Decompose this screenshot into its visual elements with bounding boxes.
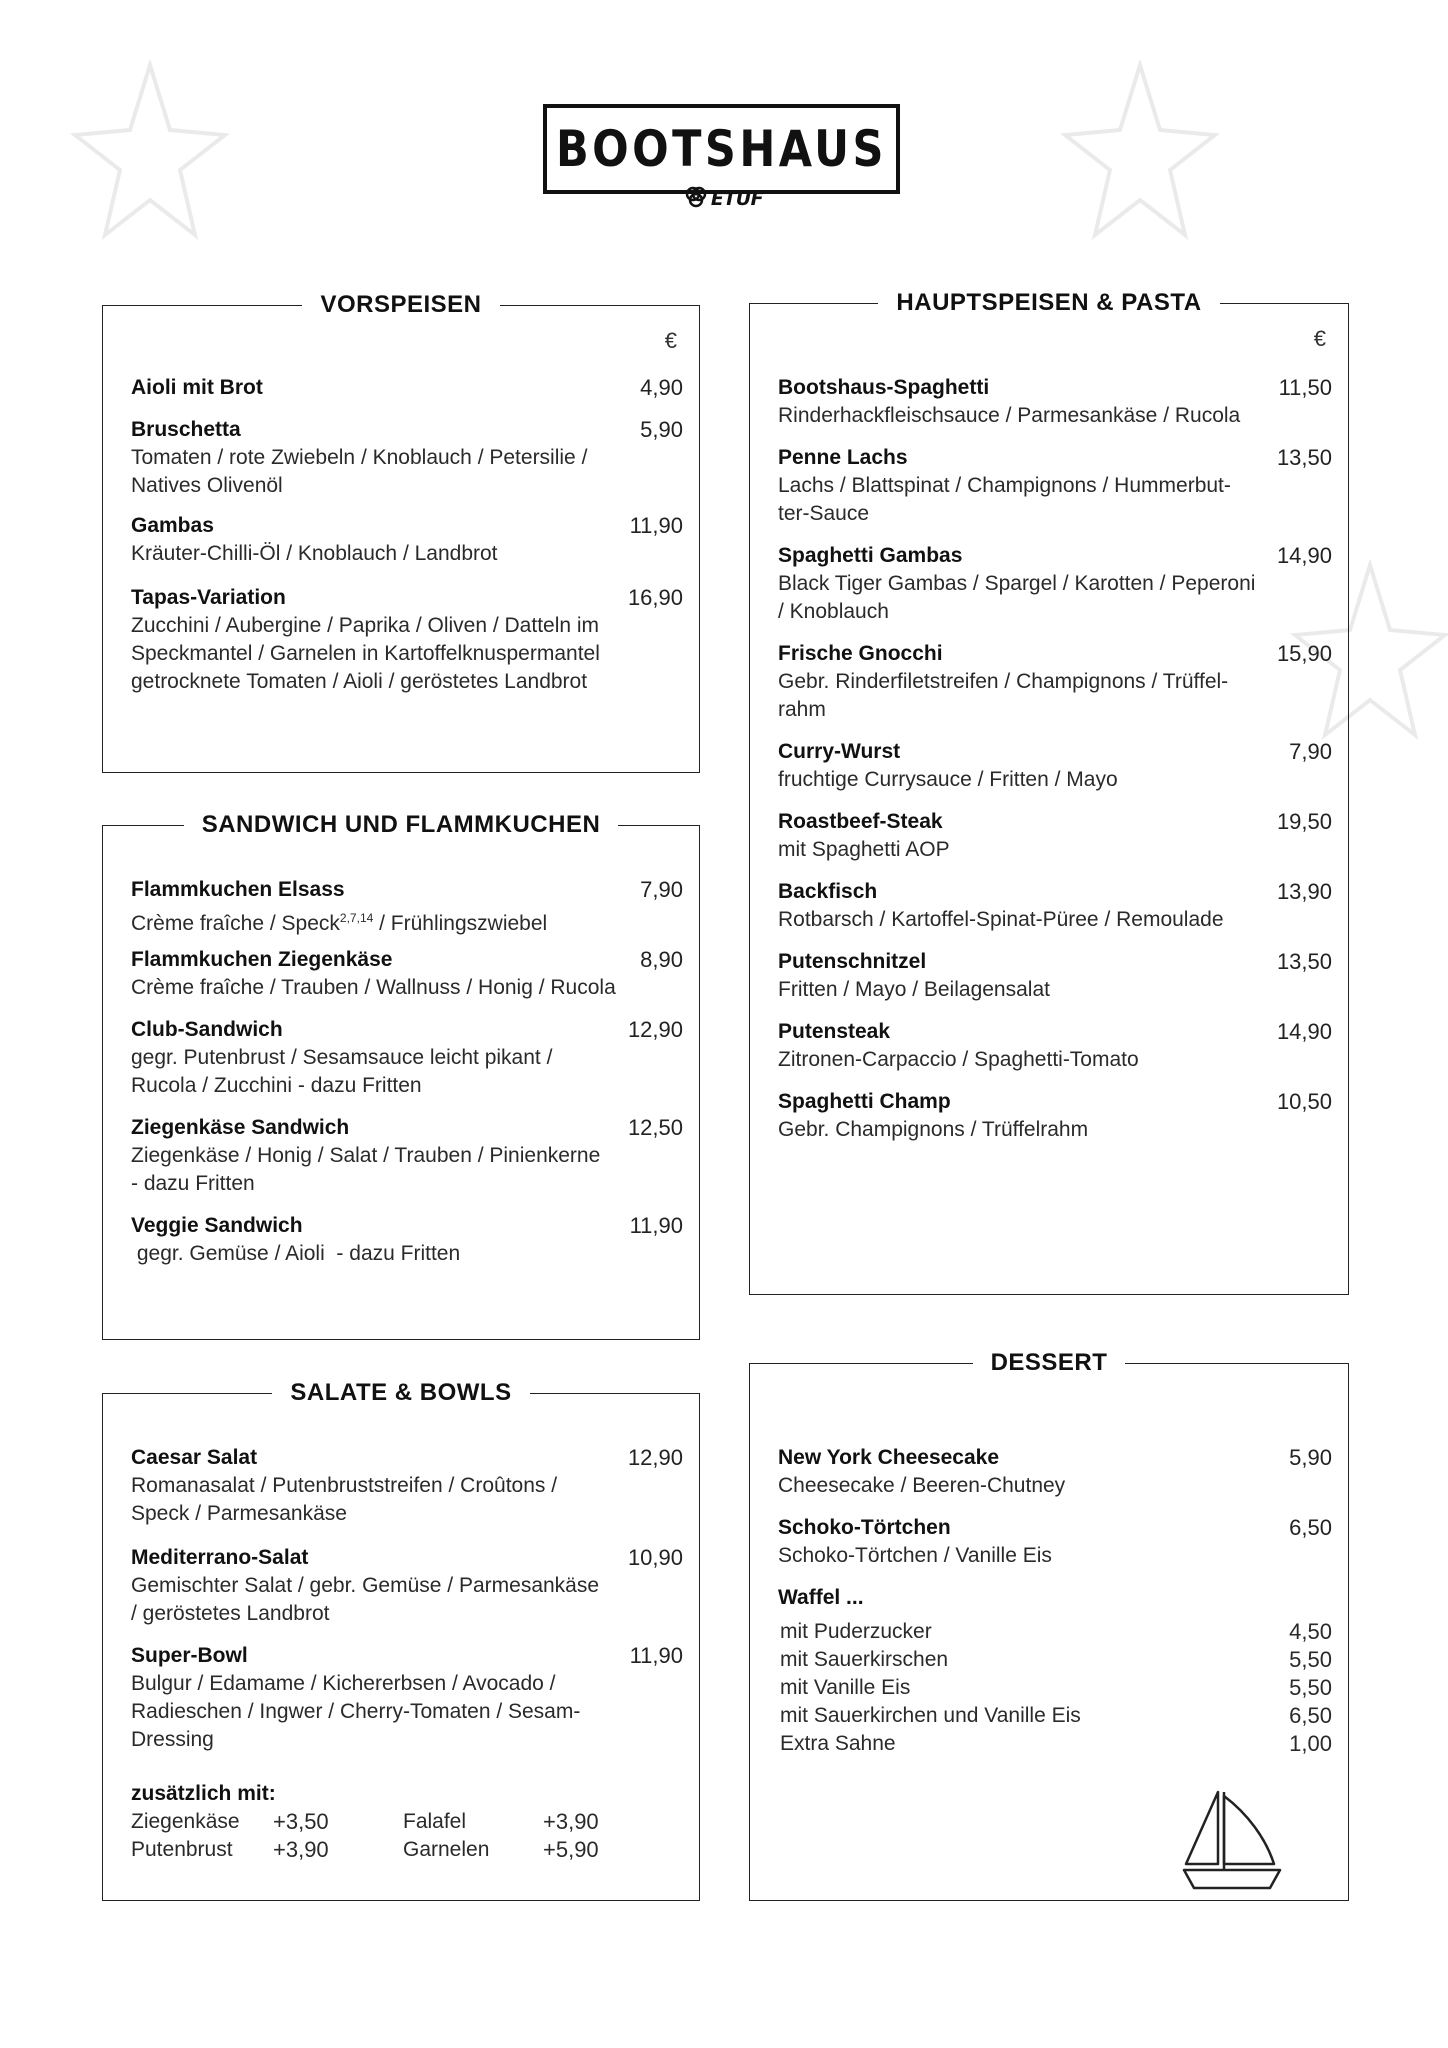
menu-item: Bruschetta Tomaten / rote Zwiebeln / Knoblauch / Petersilie / Natives Olivenöl 5,90 (131, 417, 683, 497)
menu-item: Penne Lachs Lachs / Blattspinat / Champignons / Hummerbut-ter-Sauce 13,50 (778, 445, 1332, 525)
item-price: 8,90 (640, 947, 683, 972)
knot-icon (685, 186, 707, 208)
menu-item: Ziegenkäse Sandwich Ziegenkäse / Honig / Salat / Trauben / Pinienkerne - dazu Fritten 12,50 (131, 1115, 683, 1195)
item-price: 10,90 (627, 1545, 683, 1570)
item-price: 12,90 (627, 1445, 683, 1470)
menu-item: Putenschnitzel Fritten / Mayo / Beilagensalat 13,50 (778, 949, 1332, 1001)
logo-title: BOOTSHAUS (556, 120, 887, 178)
menu-item: Backfisch Rotbarsch / Kartoffel-Spinat-Püree / Remoulade 13,90 (778, 879, 1332, 931)
menu-item: Putensteak Zitronen-Carpaccio / Spaghetti-Tomato 14,90 (778, 1019, 1332, 1071)
item-price: 11,90 (629, 1213, 683, 1238)
watermark-star-icon (70, 60, 230, 240)
menu-item: Spaghetti Champ Gebr. Champignons / Trüffelrahm 10,50 (778, 1089, 1332, 1141)
item-price: 13,50 (1276, 445, 1332, 470)
section-title: VORSPEISEN (103, 291, 699, 319)
waffel-label: Waffel ... (778, 1586, 864, 1609)
menu-item: Veggie Sandwich gegr. Gemüse / Aioli - dazu Fritten 11,90 (131, 1213, 683, 1265)
menu-item: Spaghetti Gambas Black Tiger Gambas / Spargel / Karotten / Peperoni / Knoblauch 14,90 (778, 543, 1332, 623)
menu-item: Caesar Salat Romanasalat / Putenbruststreifen / Croûtons / Speck / Parmesankäse 12,90 (131, 1445, 683, 1525)
item-price: 11,90 (629, 513, 683, 538)
logo (543, 104, 900, 194)
logo-sub-text: ETUF (710, 188, 764, 210)
menu-item: Flammkuchen Ziegenkäse Crème fraîche / Trauben / Wallnuss / Honig / Rucola 8,90 (131, 947, 683, 999)
item-price: 19,50 (1276, 809, 1332, 834)
currency-symbol: € (664, 328, 677, 353)
waffel-option: mit Sauerkirchen und Vanille Eis 6,50 (780, 1703, 1332, 1728)
item-price: 11,50 (1278, 375, 1332, 400)
menu-item: Schoko-Törtchen Schoko-Törtchen / Vanille Eis 6,50 (778, 1515, 1332, 1567)
menu-item: Frische Gnocchi Gebr. Rinderfiletstreifen / Champignons / Trüffel-rahm 15,90 (778, 641, 1332, 721)
menu-item: Gambas Kräuter-Chilli-Öl / Knoblauch / Landbrot 11,90 (131, 513, 683, 565)
logo-subtitle (0, 186, 1448, 210)
section-dessert (749, 1349, 1349, 1901)
menu-item: Super-Bowl Bulgur / Edamame / Kichererbsen / Avocado / Radieschen / Ingwer / Cherry-Tomaten / Sesam-Dressing 11,90 (131, 1643, 683, 1751)
item-price: 12,90 (627, 1017, 683, 1042)
waffel-option: Extra Sahne 1,00 (780, 1731, 1332, 1756)
section-vorspeisen (102, 291, 700, 773)
menu-item: Club-Sandwich gegr. Putenbrust / Sesamsauce leicht pikant / Rucola / Zucchini - dazu Fritten 12,90 (131, 1017, 683, 1097)
item-price: 15,90 (1276, 641, 1332, 666)
section-title: HAUPTSPEISEN & PASTA (750, 289, 1348, 317)
watermark-star-icon (1060, 60, 1220, 240)
waffel-option: mit Puderzucker 4,50 (780, 1619, 1332, 1644)
menu-item: Flammkuchen Elsass Crème fraîche / Speck$^{2,7,14}$ / Frühlingszwiebel 7,90 (131, 877, 683, 935)
menu-item: New York Cheesecake Cheesecake / Beeren-Chutney 5,90 (778, 1445, 1332, 1497)
extras-label: zusätzlich mit: (131, 1782, 276, 1805)
item-price: 14,90 (1276, 543, 1332, 568)
item-price: 10,50 (1276, 1089, 1332, 1114)
section-title: DESSERT (750, 1349, 1348, 1377)
currency-symbol: € (1313, 326, 1326, 351)
item-price: 13,90 (1276, 879, 1332, 904)
extras-list: zusätzlich mit: Ziegenkäse +3,50 Falafel +3,90 Putenbrust +3,90 Garnelen +5,90 (131, 1782, 599, 1862)
item-price: 7,90 (1289, 739, 1332, 764)
section-title: SANDWICH UND FLAMMKUCHEN (103, 811, 699, 839)
menu-item: Tapas-Variation Zucchini / Aubergine / Paprika / Oliven / Datteln im Speckmantel / Garnelen in Kartoffelknuspermantel getrocknete Tomaten / Aioli / geröstetes Landbrot 16,90 (131, 585, 683, 693)
item-price: 13,50 (1276, 949, 1332, 974)
item-price: 6,50 (1289, 1515, 1332, 1540)
item-price: 14,90 (1276, 1019, 1332, 1044)
section-hauptspeisen (749, 289, 1349, 1295)
item-price: 11,90 (629, 1643, 683, 1668)
item-price: 16,90 (627, 585, 683, 610)
section-sandwich (102, 811, 700, 1340)
item-price: 7,90 (640, 877, 683, 902)
item-price: 5,90 (1289, 1445, 1332, 1470)
item-price: 12,50 (627, 1115, 683, 1140)
waffel-option: mit Sauerkirschen 5,50 (780, 1647, 1332, 1672)
item-price: 5,90 (640, 417, 683, 442)
menu-item: Aioli mit Brot 4,90 (131, 375, 683, 400)
section-salate (102, 1379, 700, 1901)
section-title: SALATE & BOWLS (103, 1379, 699, 1407)
menu-item: Bootshaus-Spaghetti Rinderhackfleischsauce / Parmesankäse / Rucola 11,50 (778, 375, 1332, 427)
sailboat-icon (1178, 1784, 1288, 1894)
menu-item: Mediterrano-Salat Gemischter Salat / gebr. Gemüse / Parmesankäse / geröstetes Landbrot 10,90 (131, 1545, 683, 1625)
item-price: 4,90 (640, 375, 683, 400)
menu-item: Curry-Wurst fruchtige Currysauce / Fritten / Mayo 7,90 (778, 739, 1332, 791)
menu-item: Roastbeef-Steak mit Spaghetti AOP 19,50 (778, 809, 1332, 861)
waffel-option: mit Vanille Eis 5,50 (780, 1675, 1332, 1700)
